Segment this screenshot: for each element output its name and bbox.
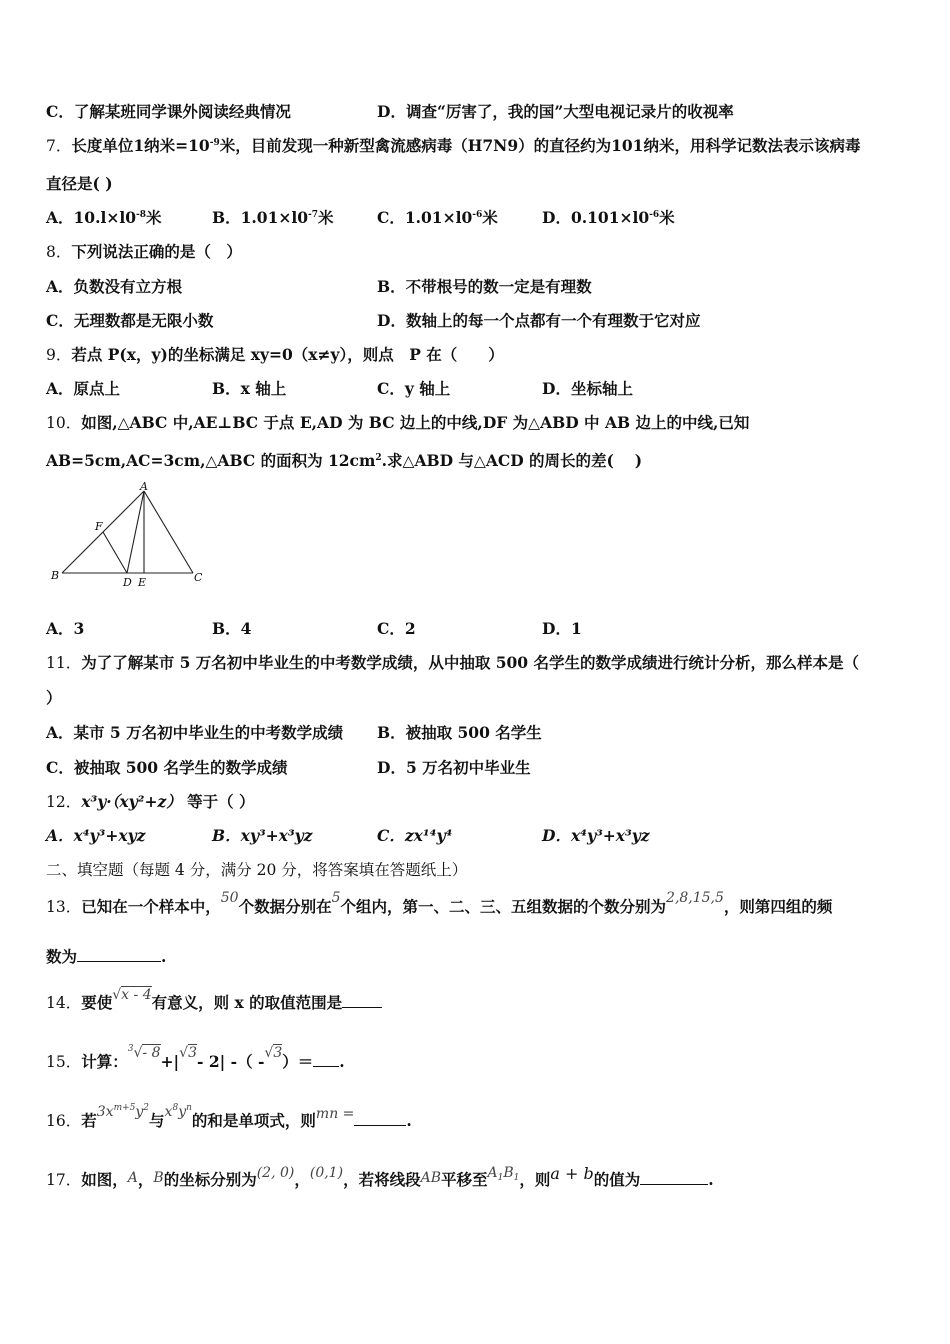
q8-option-d: D．数轴上的每一个点都有一个有理数于它对应 — [377, 311, 701, 330]
q8-option-c: C．无理数都是无限小数 — [46, 311, 214, 330]
q12-option-c: C．zx¹⁴y⁴ — [377, 826, 453, 845]
answer-blank[interactable] — [354, 1111, 406, 1126]
cube-root: $^3$√- 8 — [127, 1044, 161, 1061]
q11-option-b: B．被抽取 500 名学生 — [377, 723, 542, 742]
q9-option-d: D．坐标轴上 — [542, 379, 633, 398]
q10-stem: 10．如图,△ABC 中,AE⊥BC 于点 E,AD 为 BC 边上的中线,DF 为△ABD 中 AB 边上的中线,已知 — [46, 413, 750, 432]
q8-stem: 8．下列说法正确的是（ ） — [46, 242, 242, 261]
answer-blank[interactable] — [313, 1052, 339, 1067]
q11-option-c: C．被抽取 500 名学生的数学成绩 — [46, 758, 288, 777]
q12-option-b: B．xy³+x³yz — [212, 826, 313, 845]
q7-number: 7． — [46, 137, 72, 155]
label-d: D — [123, 576, 132, 589]
q7-option-c: C．$1.01\times l0^{-6}$米 — [377, 208, 498, 227]
answer-blank[interactable] — [342, 993, 382, 1008]
answer-blank[interactable] — [77, 947, 161, 962]
q9-option-c: C．y 轴上 — [377, 379, 451, 398]
answer-blank[interactable] — [640, 1170, 708, 1185]
q9-option-b: B．x 轴上 — [212, 379, 287, 398]
q7-stem: 7．长度单位1纳米$=10^{-9}$米，目前发现一种新型禽流感病毒（H7N9）的直径约为101纳米，用科学记数法表示该病毒 — [46, 136, 861, 155]
q13-stem-cont: 数为 . — [46, 947, 167, 966]
q10-option-c: C．2 — [377, 619, 416, 638]
q8-option-a: A．负数没有立方根 — [46, 277, 183, 296]
q6-option-d: D．调查“厉害了，我的国”大型电视记录片的收视率 — [377, 102, 734, 121]
q9-option-a: A．原点上 — [46, 379, 121, 398]
q7-option-d: D．$0.101\times l0^{-6}$米 — [542, 208, 675, 227]
q9-stem: 9．若点 P(x，y)的坐标满足 xy=0（x≠y），则点 P 在（ ） — [46, 345, 504, 364]
q10-option-b: B．4 — [212, 619, 252, 638]
q12-stem: 12．x³y·（xy²+z） 等于（ ） — [46, 792, 255, 811]
sqrt-expression: √x - 4 — [112, 987, 152, 1003]
label-a: A — [140, 480, 148, 493]
label-c: C — [194, 571, 203, 584]
q7-option-b: B．$1.01\times l0^{-7}$米 — [212, 208, 334, 227]
q16-stem: 16．若$3x^{m+5}y^2$与$x^8y^n$的和是单项式，则mn = . — [46, 1103, 412, 1130]
q11-option-d: D．5 万名初中毕业生 — [377, 758, 531, 777]
section-heading: 二、填空题（每题 4 分，满分 20 分，将答案填在答题纸上） — [46, 861, 468, 879]
q13-stem: 13．已知在一个样本中，50个数据分别在5个组内，第一、二、三、五组数据的个数分别为2,8,15,5，则第四组的频 — [46, 890, 833, 916]
q6-option-c: C．了解某班同学课外阅读经典情况 — [46, 102, 291, 121]
q10-option-a: A．3 — [46, 619, 85, 638]
q12-option-d: D．x⁴y³+x³yz — [542, 826, 650, 845]
q7-option-a: A．$10.l\times l0^{-8}$米 — [46, 208, 162, 227]
q11-stem-cont: ） — [46, 688, 62, 707]
q7-stem-cont: 直径是( ) — [46, 174, 113, 193]
q10-option-d: D．1 — [542, 619, 582, 638]
q15-stem: 15．计算：$^3$√- 8+|√3- 2| -（ -√3）＝ . — [46, 1044, 345, 1071]
q17-stem: 17．如图，A，B的坐标分别为(2, 0)，(0,1)，若将线段AB平移至$A_1B_1$，则a + b的值为 . — [46, 1164, 714, 1189]
q8-option-b: B．不带根号的数一定是有理数 — [377, 277, 592, 296]
label-f: F — [95, 520, 103, 533]
q11-stem: 11．为了了解某市 5 万名初中毕业生的中考数学成绩，从中抽取 500 名学生的数学成绩进行统计分析，那么样本是（ — [46, 653, 859, 672]
q12-option-a: A．x⁴y³+xyz — [46, 826, 146, 845]
q14-stem: 14．要使√x - 4有意义，则 x 的取值范围是 — [46, 992, 382, 1015]
triangle-figure — [46, 480, 216, 592]
label-e: E — [138, 576, 147, 589]
q11-option-a: A．某市 5 万名初中毕业生的中考数学成绩 — [46, 723, 344, 742]
label-b: B — [51, 569, 60, 582]
q10-stem-cont: AB=5cm,AC=3cm,△ABC 的面积为 $12cm^2$.求△ABD 与△ACD 的周长的差( ) — [46, 451, 643, 470]
